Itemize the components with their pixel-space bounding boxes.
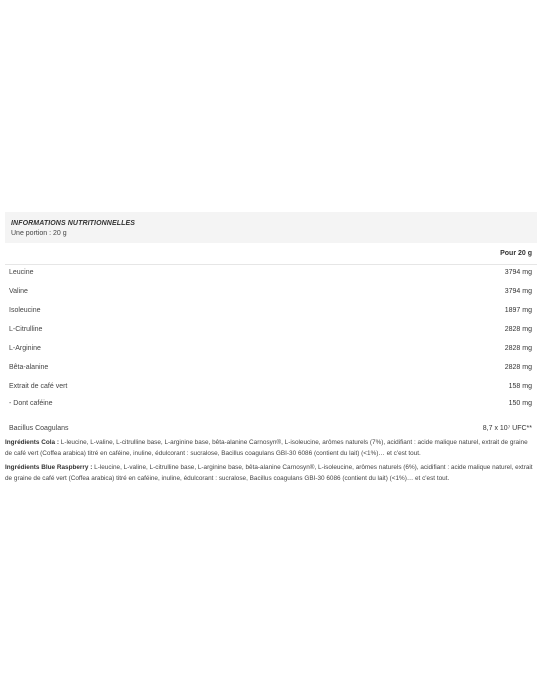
nutrition-row xyxy=(5,326,537,338)
nutrient-value: 150 mg xyxy=(508,400,532,407)
nutrient-value: 2828 mg xyxy=(504,326,532,333)
nutrient-value: 8,7 x 10⁷ UFC** xyxy=(482,425,532,432)
portion-size: Une portion : 20 g xyxy=(11,230,67,237)
nutrient-label: Extrait de café vert xyxy=(9,383,68,390)
nutrition-row xyxy=(5,400,537,412)
nutrition-title: INFORMATIONS NUTRITIONNELLES xyxy=(11,220,135,227)
nutrition-row xyxy=(5,364,537,376)
nutrient-label: Bêta-alanine xyxy=(9,364,49,371)
nutrition-header xyxy=(5,212,537,243)
nutrient-value: 1897 mg xyxy=(504,307,532,314)
ingredients-blue-raspberry-heading: Ingrédients Blue Raspberry : xyxy=(5,464,93,471)
nutrient-value: 2828 mg xyxy=(504,364,532,371)
ingredients-cola-text: L-leucine, L-valine, L-citrulline base, L-arginine base, bêta-alanine Carnosyn®, L-isoleucine, arômes naturels (7%), acidifiant : acide malique naturel, extrait de graine de café vert (Coffea arabica) titré en caféine, inuline, édulcorant : sucralose, Bacillus coagulans GBI-30 6086 (contient du lait) (<1%)… et c'est tout. xyxy=(5,439,528,457)
nutrient-value: 3794 mg xyxy=(504,288,532,295)
nutrient-value: 3794 mg xyxy=(504,269,532,276)
nutrition-row xyxy=(5,425,537,437)
nutrient-label: Leucine xyxy=(9,269,34,276)
nutrition-row xyxy=(5,288,537,300)
nutrient-label: Bacillus Coagulans xyxy=(9,425,69,432)
nutrient-value: 2828 mg xyxy=(504,345,532,352)
nutrient-label: Isoleucine xyxy=(9,307,41,314)
nutrient-label: L-Arginine xyxy=(9,345,41,352)
ingredients-cola xyxy=(5,438,535,459)
nutrient-value: 158 mg xyxy=(508,383,532,390)
ingredients-blue-raspberry xyxy=(5,463,535,484)
column-header-row xyxy=(5,243,537,265)
nutrient-label: L-Citrulline xyxy=(9,326,43,333)
nutrition-row xyxy=(5,345,537,357)
nutrition-row xyxy=(5,383,537,395)
nutrition-row xyxy=(5,307,537,319)
column-header-per-portion: Pour 20 g xyxy=(500,250,532,257)
nutrient-label: - Dont caféine xyxy=(9,400,53,407)
ingredients-blue-raspberry-text: L-leucine, L-valine, L-citrulline base, L-arginine base, bêta-alanine Carnosyn®, L-isoleucine, arômes naturels (6%), acidifiant : acide malique naturel, extrait de graine de café vert (Coffea arabica) titré en caféine, inuline, édulcorant : sucralose, Bacillus coagulans GBI-30 6086 (contient du lait) (<1%)… et c'est tout. xyxy=(5,464,533,482)
ingredients-cola-heading: Ingrédients Cola : xyxy=(5,439,59,446)
nutrient-label: Valine xyxy=(9,288,28,295)
nutrition-row xyxy=(5,269,537,281)
